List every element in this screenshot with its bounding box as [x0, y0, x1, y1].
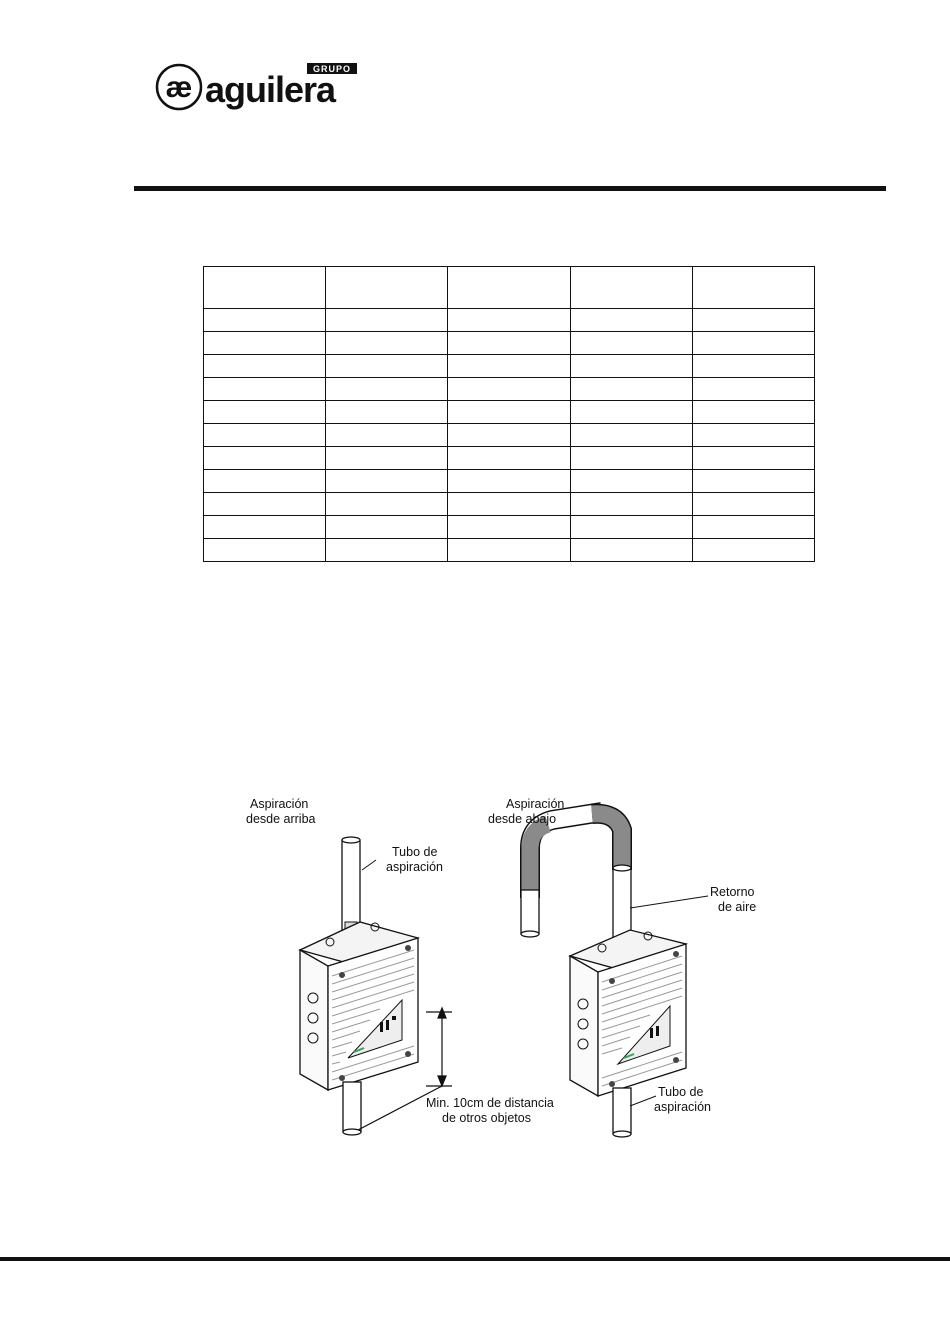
table-cell [692, 378, 814, 401]
label-left-title-1: Aspiración [250, 797, 309, 811]
table-cell [204, 267, 326, 309]
table-cell [570, 355, 692, 378]
table-cell [448, 493, 570, 516]
table-cell [204, 424, 326, 447]
table-cell [326, 516, 448, 539]
table-row [204, 355, 815, 378]
table-cell [326, 332, 448, 355]
table-cell [326, 470, 448, 493]
left-bottom-pipe [343, 1082, 361, 1132]
table-cell [326, 539, 448, 562]
table-cell [326, 424, 448, 447]
table-cell [692, 493, 814, 516]
table-cell [570, 424, 692, 447]
table-cell [204, 309, 326, 332]
table-row [204, 332, 815, 355]
table-row [204, 401, 815, 424]
table-cell [204, 378, 326, 401]
left-top-pipe [342, 840, 360, 932]
table-row [204, 470, 815, 493]
table-row [204, 493, 815, 516]
table-body [204, 267, 815, 562]
table-cell [326, 355, 448, 378]
label-left-title-2: desde arriba [246, 812, 316, 826]
table-cell [448, 309, 570, 332]
table-cell [692, 447, 814, 470]
label-return-2: de aire [718, 900, 757, 914]
table-cell [204, 493, 326, 516]
table-cell [692, 401, 814, 424]
table-cell [692, 516, 814, 539]
label-right-title-2: desde abajo [488, 812, 557, 826]
table-cell [692, 470, 814, 493]
table-cell [448, 447, 570, 470]
table-cell [570, 539, 692, 562]
table-cell [570, 516, 692, 539]
table-cell [448, 267, 570, 309]
right-bottom-pipe [613, 1088, 631, 1134]
label-distance-2: de otros objetos [442, 1111, 531, 1125]
table-row [204, 539, 815, 562]
empty-table [203, 266, 815, 562]
table-header-row [204, 267, 815, 309]
table-cell [692, 332, 814, 355]
label-left-tube-2: aspiración [386, 860, 443, 874]
label-right-title-1: Aspiración [506, 797, 565, 811]
table-cell [448, 355, 570, 378]
table-cell [570, 470, 692, 493]
table-cell [448, 516, 570, 539]
table-cell [570, 493, 692, 516]
table-cell [448, 401, 570, 424]
aguilera-logo [155, 62, 365, 112]
left-detector [300, 837, 418, 1135]
table-cell [204, 332, 326, 355]
table-cell [692, 424, 814, 447]
table-row [204, 378, 815, 401]
table-cell [692, 355, 814, 378]
table-cell [204, 401, 326, 424]
table-cell [326, 378, 448, 401]
table-cell [570, 267, 692, 309]
header-rule [134, 186, 886, 191]
table-cell [204, 470, 326, 493]
table-cell [692, 539, 814, 562]
label-left-tube-1: Tubo de [392, 845, 438, 859]
table-cell [570, 447, 692, 470]
table-cell [570, 378, 692, 401]
table-cell [204, 539, 326, 562]
table-cell [448, 539, 570, 562]
table-cell [692, 309, 814, 332]
table-cell [204, 447, 326, 470]
table-cell [204, 516, 326, 539]
label-distance-1: Min. 10cm de distancia [426, 1096, 554, 1110]
table-cell [326, 493, 448, 516]
table-cell [448, 424, 570, 447]
table-row [204, 424, 815, 447]
table-cell [692, 267, 814, 309]
table-cell [448, 470, 570, 493]
table-row [204, 516, 815, 539]
logo-tag: GRUPO [312, 64, 352, 74]
logo-mark: æ [165, 71, 193, 104]
table-cell [204, 355, 326, 378]
table-row [204, 447, 815, 470]
table-cell [570, 401, 692, 424]
table-cell [448, 332, 570, 355]
table-cell [326, 401, 448, 424]
table-cell [570, 332, 692, 355]
label-right-tube-2: aspiración [654, 1100, 711, 1114]
table-row [204, 309, 815, 332]
installation-figure [230, 790, 790, 1160]
label-return-1: Retorno [710, 885, 755, 899]
table-cell [326, 447, 448, 470]
logo-wordmark: aguilera [205, 69, 336, 110]
table-cell [326, 309, 448, 332]
footer-rule [0, 1257, 950, 1261]
table-cell [326, 267, 448, 309]
table-cell [448, 378, 570, 401]
label-right-tube-1: Tubo de [658, 1085, 704, 1099]
table-cell [570, 309, 692, 332]
